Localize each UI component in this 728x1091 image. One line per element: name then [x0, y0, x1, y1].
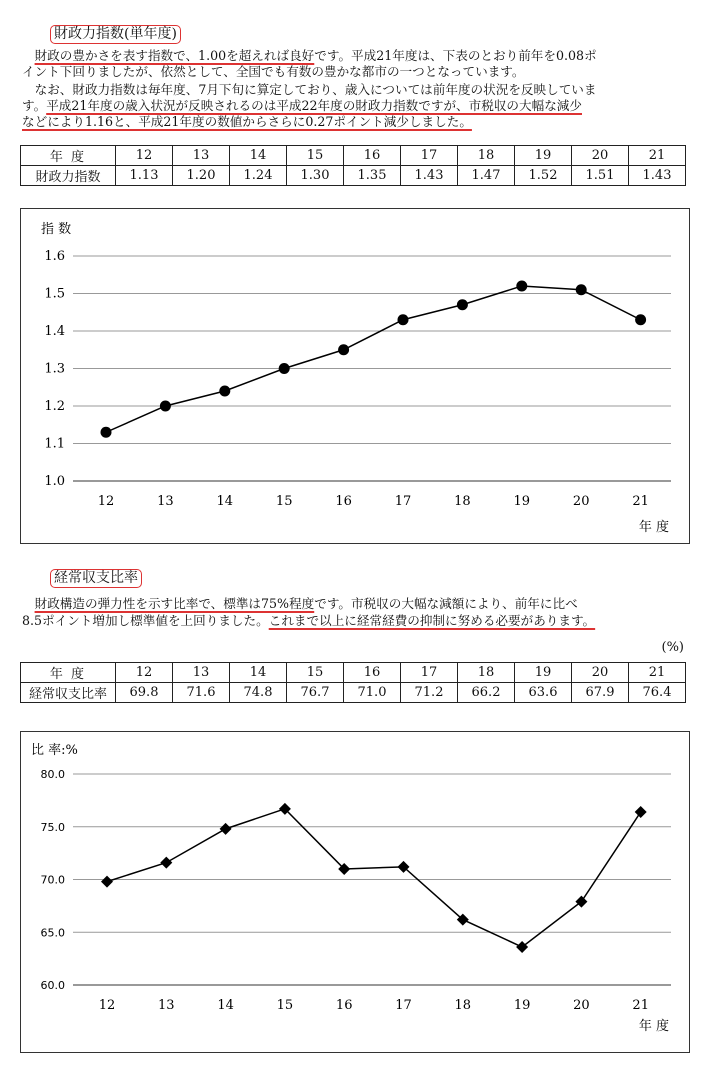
year-cell: 16 — [344, 146, 401, 166]
year-cell: 18 — [458, 146, 515, 166]
value-cell: 74.8 — [230, 683, 287, 703]
section2-paragraph-line2-start: 8.5ポイント増加し標準値を上回りました。 — [22, 613, 269, 628]
data-point — [160, 857, 172, 869]
series-line — [107, 809, 641, 947]
chart2-frame — [20, 731, 690, 1053]
y-tick-label: 80.0 — [40, 768, 65, 781]
value-cell: 69.8 — [116, 683, 173, 703]
section1-paragraph2-line1 — [22, 82, 702, 98]
year-cell: 18 — [458, 663, 515, 683]
value-cell: 1.52 — [515, 166, 572, 186]
y-axis-label: 指 数 — [41, 222, 72, 237]
chart2-svg — [21, 732, 689, 1052]
value-cell: 76.4 — [629, 683, 686, 703]
section2-paragraph-line1 — [22, 596, 702, 612]
year-cell: 20 — [572, 146, 629, 166]
x-tick-label: 14 — [217, 998, 234, 1013]
year-cell: 19 — [515, 146, 572, 166]
x-tick-label: 15 — [275, 494, 293, 509]
year-cell: 14 — [230, 146, 287, 166]
value-cell: 1.43 — [401, 166, 458, 186]
data-point — [635, 314, 646, 325]
value-cell: 76.7 — [287, 683, 344, 703]
x-tick-label: 14 — [216, 494, 234, 509]
value-cell: 1.51 — [572, 166, 629, 186]
section1-paragraph1-line2: イント下回りましたが、依然として、全国でも有数の豊かな都市の一つとなっています。 — [22, 64, 525, 79]
year-cell: 13 — [173, 146, 230, 166]
y-tick-label: 1.1 — [44, 436, 65, 452]
y-axis-label: 比 率:% — [31, 743, 78, 758]
data-point — [338, 344, 349, 355]
section1-paragraph2-line2-start: す。 — [22, 98, 47, 113]
value-cell: 1.35 — [344, 166, 401, 186]
section1-table-value-row — [21, 166, 686, 186]
chart1-frame — [20, 208, 690, 544]
y-tick-label: 1.6 — [44, 249, 65, 264]
y-tick-label: 70.0 — [40, 873, 65, 887]
x-tick-label: 17 — [395, 998, 412, 1013]
value-cell: 63.6 — [515, 683, 572, 703]
x-tick-label: 20 — [572, 494, 590, 509]
value-cell: 1.20 — [173, 166, 230, 186]
value-cell: 1.24 — [230, 166, 287, 186]
x-tick-label: 21 — [632, 998, 649, 1013]
section1-paragraph2-line1-text: なお、財政力指数は毎年度、7月下旬に算定しており、歳入については前年度の状況を反映していま — [34, 82, 597, 97]
data-point — [101, 876, 113, 888]
section1-paragraph2-line2-emphasis: 平成21年度の歳入状況が反映されるのは平成22年度の財政力指数ですが、市税収の大幅な減少 — [46, 98, 582, 113]
year-cell: 15 — [287, 663, 344, 683]
value-cell: 71.6 — [173, 683, 230, 703]
year-cell: 15 — [287, 146, 344, 166]
section2-table-header-row — [21, 663, 686, 683]
section1-paragraph2-line3-emphasis: などにより1.16と、平成21年度の数値からさらに0.27ポイント減少しました。 — [22, 114, 472, 129]
year-cell: 17 — [401, 663, 458, 683]
year-cell: 13 — [173, 663, 230, 683]
value-cell: 71.0 — [344, 683, 401, 703]
section2-unit-label: (%) — [661, 640, 684, 655]
data-point — [219, 386, 230, 397]
x-axis-label: 年 度 — [638, 1019, 669, 1034]
data-point — [575, 896, 587, 908]
y-tick-label: 1.3 — [44, 361, 65, 377]
value-cell: 67.9 — [572, 683, 629, 703]
x-tick-label: 12 — [98, 998, 116, 1013]
section2-title: 経常収支比率 — [50, 569, 142, 588]
section2-table-row-label: 経常収支比率 — [21, 683, 116, 703]
year-cell: 17 — [401, 146, 458, 166]
data-point — [279, 363, 290, 374]
y-tick-label: 75.0 — [40, 820, 65, 834]
x-tick-label: 13 — [157, 494, 174, 509]
x-tick-label: 20 — [573, 998, 590, 1013]
x-tick-label: 18 — [454, 494, 471, 509]
data-point — [101, 427, 112, 438]
data-point — [516, 941, 528, 953]
section1-paragraph2-line2 — [22, 98, 702, 114]
section2-table-header-label: 年 度 — [21, 663, 116, 683]
section2-table-value-row — [21, 683, 686, 703]
value-cell: 1.43 — [629, 166, 686, 186]
section1-paragraph1-emphasis: 財政の豊かさを表す指数で、1.00を超えれば良好 — [34, 48, 315, 63]
year-cell: 19 — [515, 663, 572, 683]
data-point — [398, 314, 409, 325]
section2-paragraph-rest: です。市税収の大幅な減額により、前年に比べ — [314, 596, 578, 611]
section1-paragraph1-rest: です。平成21年度は、下表のとおり前年を0.08ポ — [314, 48, 597, 63]
x-tick-label: 19 — [513, 494, 531, 509]
y-tick-label: 1.2 — [44, 399, 65, 414]
x-axis-label: 年 度 — [638, 520, 669, 535]
year-cell: 14 — [230, 663, 287, 683]
y-tick-label: 1.0 — [44, 474, 65, 489]
chart1-svg — [21, 209, 689, 543]
year-cell: 12 — [116, 146, 173, 166]
x-tick-label: 18 — [454, 998, 472, 1013]
value-cell: 1.30 — [287, 166, 344, 186]
section2-paragraph-emphasis2: これまで以上に経常経費の抑制に努める必要があります。 — [268, 613, 596, 628]
x-tick-label: 15 — [276, 998, 294, 1013]
data-point — [457, 299, 468, 310]
series-line — [106, 286, 641, 432]
y-tick-label: 1.4 — [44, 324, 65, 339]
x-tick-label: 16 — [335, 998, 353, 1013]
value-cell: 1.47 — [458, 166, 515, 186]
year-cell: 20 — [572, 663, 629, 683]
section1-title: 財政力指数(単年度) — [50, 25, 181, 44]
section1-paragraph1 — [22, 48, 702, 64]
y-tick-label: 1.5 — [44, 286, 65, 302]
section1-table-header-label: 年 度 — [21, 146, 116, 166]
year-cell: 16 — [344, 663, 401, 683]
value-cell: 71.2 — [401, 683, 458, 703]
section2-paragraph-line2 — [22, 613, 702, 629]
x-tick-label: 12 — [97, 494, 115, 509]
section1-table — [20, 145, 686, 186]
x-tick-label: 17 — [394, 494, 412, 509]
section2-paragraph-emphasis1: 財政構造の弾力性を示す比率で、標準は75%程度 — [34, 596, 315, 611]
value-cell: 1.13 — [116, 166, 173, 186]
section1-paragraph2-line3 — [22, 114, 702, 130]
section1-table-row-label: 財政力指数 — [21, 166, 116, 186]
data-point — [635, 806, 647, 818]
y-tick-label: 65.0 — [40, 926, 65, 940]
x-tick-label: 16 — [335, 494, 352, 509]
data-point — [576, 284, 587, 295]
data-point — [160, 401, 171, 412]
year-cell: 12 — [116, 663, 173, 683]
x-tick-label: 19 — [513, 998, 531, 1013]
year-cell: 21 — [629, 146, 686, 166]
data-point — [516, 281, 527, 292]
section2-table — [20, 662, 686, 703]
value-cell: 66.2 — [458, 683, 515, 703]
data-point — [220, 823, 232, 835]
x-tick-label: 13 — [158, 998, 175, 1013]
y-tick-label: 60.0 — [40, 979, 65, 992]
x-tick-label: 21 — [632, 494, 649, 509]
section1-table-header-row — [21, 146, 686, 166]
year-cell: 21 — [629, 663, 686, 683]
